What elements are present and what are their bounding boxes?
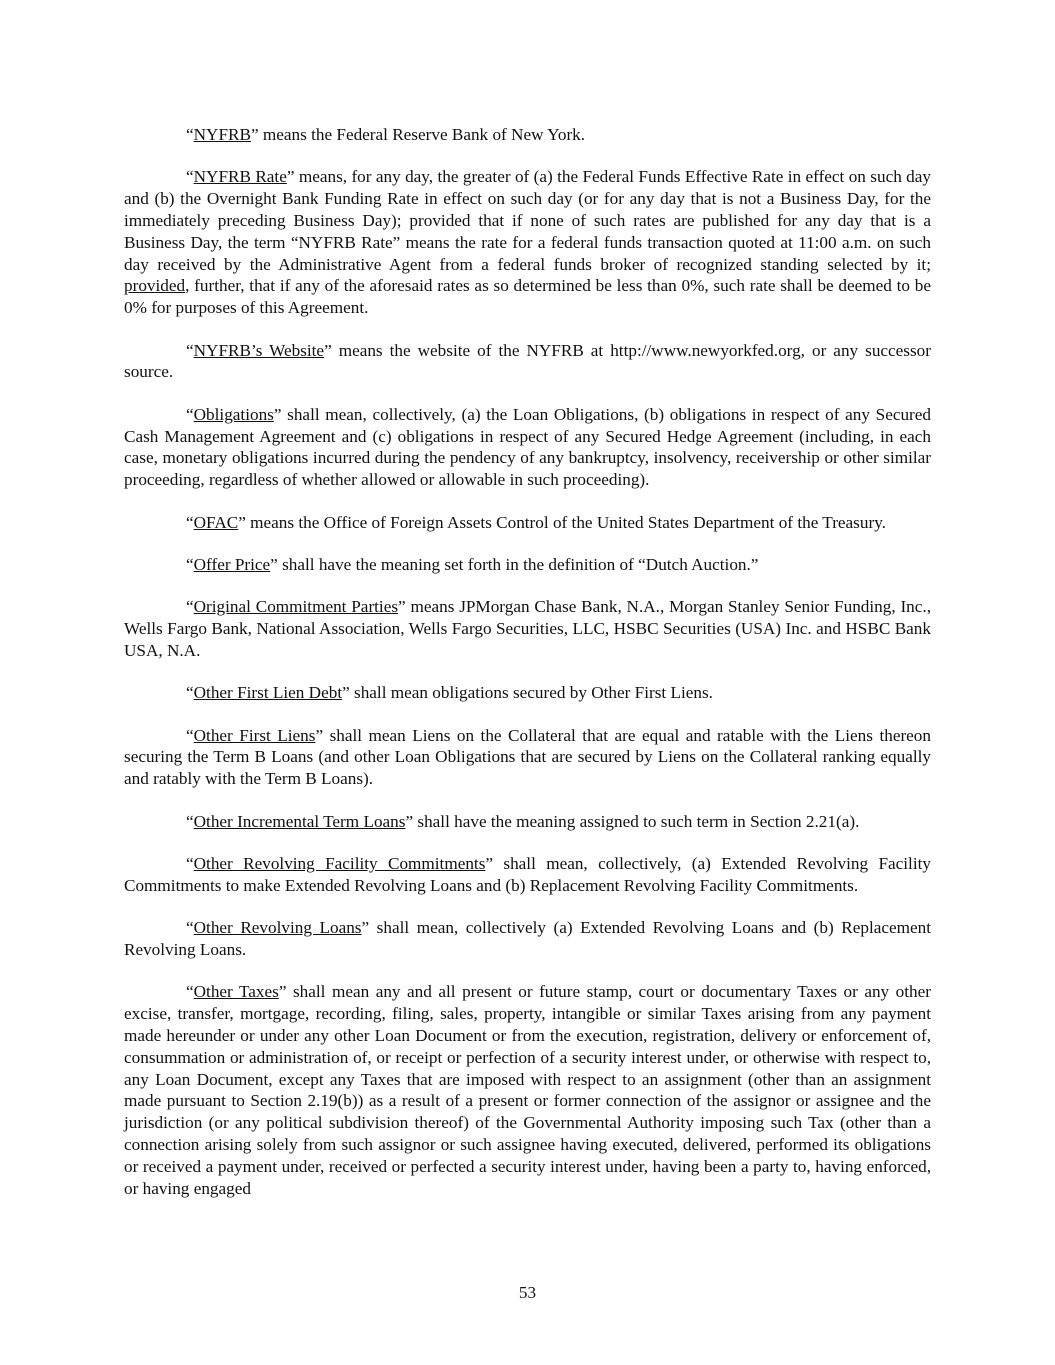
definition-obligations: “Obligations” shall mean, collectively, (a) the Loan Obligations, (b) obligations in respect of any Secured Cash Management Agreement and (c) obligations in respect of any Secured Hedge Agreement (including, in each case, monetary obligations incurred during the pendency of any bankruptcy, insolvency, receivership or other similar proceeding, regardless of whether allowed or allowable in such proceeding). bbox=[124, 404, 931, 490]
definition-other-incremental-term-loans: “Other Incremental Term Loans” shall have the meaning assigned to such term in Section 2.21(a). bbox=[186, 811, 860, 831]
definition-text: ” shall have the meaning set forth in the definition of “Dutch Auction.” bbox=[270, 554, 759, 574]
definition-nyfrb-rate: “NYFRB Rate” means, for any day, the greater of (a) the Federal Funds Effective Rate in effect on such day and (b) the Overnight Bank Funding Rate in effect on such day (or for any day that is not a Business Day, for the immediately preceding Business Day); provided that if none of such rates are published for any day that is a Business Day, the term “NYFRB Rate” means the rate for a federal funds transaction quoted at 11:00 a.m. on such day received by the Administrative Agent from a federal funds broker of recognized standing selected by it; provided, further, that if any of the aforesaid rates as so determined be less than 0%, such rate shall be deemed to be 0% for purposes of this Agreement. bbox=[124, 167, 931, 318]
definition-text-continued: , further, that if any of the aforesaid rates as so determined be less than 0%, such rate shall be deemed to be 0% for purposes of this Agreement. bbox=[124, 276, 931, 318]
definition-text: ” means, for any day, the greater of (a) the Federal Funds Effective Rate in effect on such day and (b) the Overnight Bank Funding Rate in effect on such day (or for any day that is not a Business Day, for the immediately preceding Business Day); provided that if none of such rates are published for any day that is a Business Day, the term “NYFRB Rate” means the rate for a federal funds transaction quoted at 11:00 a.m. on such day received by the Administrative Agent from a federal funds broker of recognized standing selected by it; bbox=[124, 167, 931, 274]
document-page bbox=[124, 124, 931, 1220]
page-number: 53 bbox=[518, 1283, 537, 1302]
definition-text: ” shall mean, collectively, (a) the Loan Obligations, (b) obligations in respect of any Secured Cash Management Agreement and (c) obligations in respect of any Secured Hedge Agreement (including, in each case, monetary obligations incurred during the pendency of any bankruptcy, insolvency, receivership or other similar proceeding, regardless of whether allowed or allowable in such proceeding). bbox=[124, 404, 931, 490]
definition-other-revolving-facility-commitments: “Other Revolving Facility Commitments” shall mean, collectively, (a) Extended Revolving Facility Commitments to make Extended Revolving Loans and (b) Replacement Revolving Facility Commitments. bbox=[124, 854, 931, 895]
defined-term: Other First Liens bbox=[193, 725, 316, 745]
definition-nyfrb: “NYFRB” means the Federal Reserve Bank of New York. bbox=[186, 125, 586, 144]
defined-term: Original Commitment Parties bbox=[193, 597, 399, 617]
definition-text: ” shall mean Liens on the Collateral that are equal and ratable with the Liens thereon securing the Term B Loans (and other Loan Obligations that are secured by Liens on the Collateral ranking equally and ratably with the Term B Loans). bbox=[124, 725, 931, 789]
definition-text: ” shall mean, collectively (a) Extended Revolving Loans and (b) Replacement Revolving Loans. bbox=[124, 918, 931, 960]
defined-term: Other Revolving Facility Commitments bbox=[193, 854, 486, 874]
defined-term: Other First Lien Debt bbox=[193, 683, 343, 703]
defined-term: Other Taxes bbox=[193, 982, 279, 1002]
definition-text: ” means the Federal Reserve Bank of New York. bbox=[250, 125, 586, 144]
emphasis-provided: provided bbox=[124, 276, 186, 296]
defined-term: Offer Price bbox=[193, 554, 271, 574]
definition-other-first-liens: “Other First Liens” shall mean Liens on the Collateral that are equal and ratable with the Liens thereon securing the Term B Loans (and other Loan Obligations that are secured by Liens on the Collateral ranking equally and ratably with the Term B Loans). bbox=[124, 725, 931, 789]
definition-other-revolving-loans: “Other Revolving Loans” shall mean, collectively (a) Extended Revolving Loans and (b) Replacement Revolving Loans. bbox=[124, 918, 931, 960]
definition-text: ” shall mean obligations secured by Other First Liens. bbox=[342, 683, 713, 703]
defined-term: NYFRB’s Website bbox=[193, 340, 325, 360]
defined-term: Other Revolving Loans bbox=[193, 918, 362, 938]
defined-term: NYFRB Rate bbox=[193, 167, 287, 187]
definition-other-taxes: “Other Taxes” shall mean any and all present or future stamp, court or documentary Taxes or any other excise, transfer, mortgage, recording, filing, sales, property, intangible or similar Taxes arising from any payment made hereunder or under any other Loan Document or from the execution, registration, delivery or enforcement of, consummation or administration of, or receipt or perfection of a security interest under, or otherwise with respect to, any Loan Document, except any Taxes that are imposed with respect to an assignment (other than an assignment made pursuant to Section 2.19(b)) as a result of a present or former connection of the assignor or assignee and the jurisdiction (or any political subdivision thereof) of the Governmental Authority imposing such Tax (other than a connection arising solely from such assignor or such assignee having executed, delivered, performed its obligations or received a payment under, received or perfected a security interest under, having been a party to, having enforced, or having engaged bbox=[124, 982, 931, 1198]
defined-term: NYFRB bbox=[193, 125, 251, 144]
defined-term: Obligations bbox=[193, 404, 274, 424]
definition-offer-price: “Offer Price” shall have the meaning set forth in the definition of “Dutch Auction.” bbox=[186, 554, 759, 574]
definition-text: ” shall mean, collectively, (a) Extended Revolving Facility Commitments to make Extended Revolving Loans and (b) Replacement Revolving Facility Commitments. bbox=[124, 854, 931, 895]
definition-text: ” shall mean any and all present or future stamp, court or documentary Taxes or any other excise, transfer, mortgage, recording, filing, sales, property, intangible or similar Taxes arising from any payment made hereunder or under any other Loan Document or from the execution, registration, delivery or enforcement of, consummation or administration of, or receipt or perfection of a security interest under, or otherwise with respect to, any Loan Document, except any Taxes that are imposed with respect to an assignment (other than an assignment made pursuant to Section 2.19(b)) as a result of a present or former connection of the assignor or assignee and the jurisdiction (or any political subdivision thereof) of the Governmental Authority imposing such Tax (other than a connection arising solely from such assignor or such assignee having executed, delivered, performed its obligations or received a payment under, received or perfected a security interest under, having been a party to, having enforced, or having engaged bbox=[124, 982, 931, 1198]
definition-ofac: “OFAC” means the Office of Foreign Assets Control of the United States Department of the Treasury. bbox=[186, 512, 886, 532]
definition-text: ” shall have the meaning assigned to such term in Section 2.21(a). bbox=[405, 811, 860, 831]
defined-term: OFAC bbox=[193, 512, 239, 532]
definition-text: ” means the website of the NYFRB at http://www.newyorkfed.org, or any successor source. bbox=[124, 340, 932, 382]
definition-text: ” means the Office of Foreign Assets Control of the United States Department of the Treasury. bbox=[238, 512, 886, 532]
definition-text: ” means JPMorgan Chase Bank, N.A., Morgan Stanley Senior Funding, Inc., Wells Fargo Bank, National Association, Wells Fargo Securities, LLC, HSBC Securities (USA) Inc. and HSBC Bank USA, N.A. bbox=[124, 597, 931, 660]
definition-other-first-lien-debt: “Other First Lien Debt” shall mean obligations secured by Other First Liens. bbox=[186, 683, 713, 703]
definition-original-commitment-parties: “Original Commitment Parties” means JPMorgan Chase Bank, N.A., Morgan Stanley Senior Funding, Inc., Wells Fargo Bank, National Association, Wells Fargo Securities, LLC, HSBC Securities (USA) Inc. and HSBC Bank USA, N.A. bbox=[124, 597, 931, 660]
defined-term: Other Incremental Term Loans bbox=[193, 811, 406, 831]
definition-nyfrb-website: “NYFRB’s Website” means the website of the NYFRB at http://www.newyorkfed.org, or any successor source. bbox=[124, 340, 932, 382]
